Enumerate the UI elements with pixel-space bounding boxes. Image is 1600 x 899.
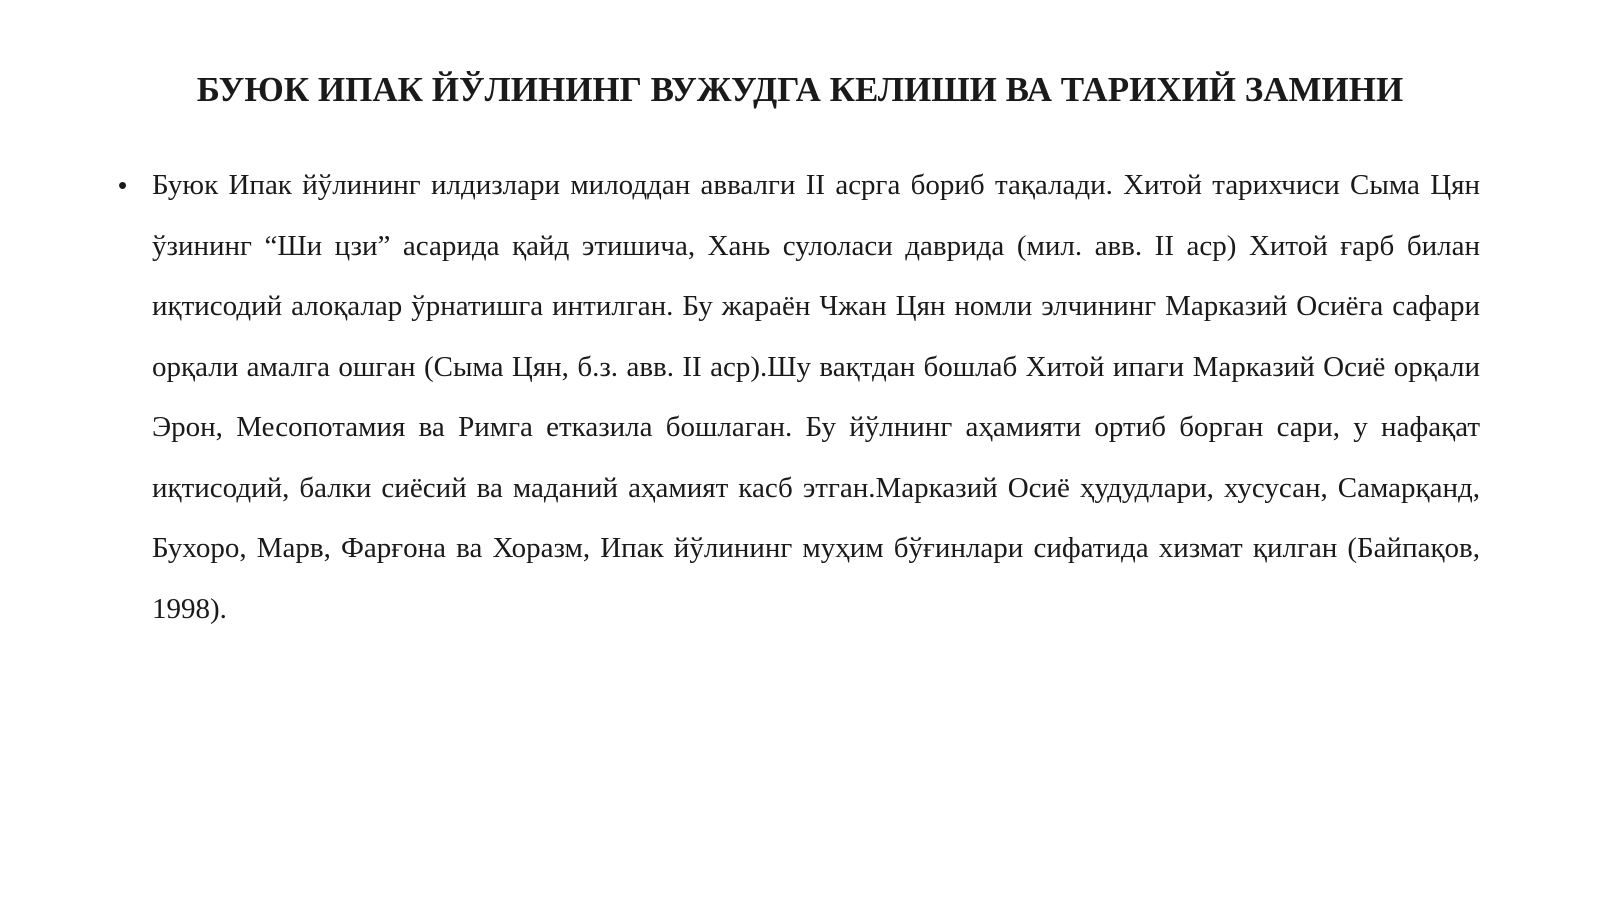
bullet-list: [118, 155, 1480, 639]
bullet-item: [118, 155, 1480, 639]
slide-title: БУЮК ИПАК ЙЎЛИНИНГ ВУЖУДГА КЕЛИШИ ВА ТАРИХИЙ ЗАМИНИ: [196, 70, 1404, 109]
bullet-marker: •: [118, 170, 128, 200]
bullet-text: Буюк Ипак йўлининг илдизлари милоддан аввалги II асрга бориб тақалади. Хитой тарихчиси Сыма Цян ўзининг “Ши цзи” асарида қайд этишича, Хань сулоласи даврида (мил. авв. II аср) Хитой ғарб билан иқтисодий алоқалар ўрнатишга интилган. Бу жараён Чжан Цян номли элчининг Марказий Осиёга сафари орқали амалга ошган (Сыма Цян, б.з. авв. II аср).Шу вақтдан бошлаб Хитой ипаги Марказий Осиё орқали Эрон, Месопотамия ва Римга етказила бошлаган. Бу йўлнинг аҳамияти ортиб борган сари, у нафақат иқтисодий, балки сиёсий ва маданий аҳамият касб этган.Марказий Осиё ҳудудлари, хусусан, Самарқанд, Бухоро, Марв, Фарғона ва Хоразм, Ипак йўлининг муҳим бўғинлари сифатида хизмат қилган (Байпақов, 1998).: [152, 169, 1480, 625]
